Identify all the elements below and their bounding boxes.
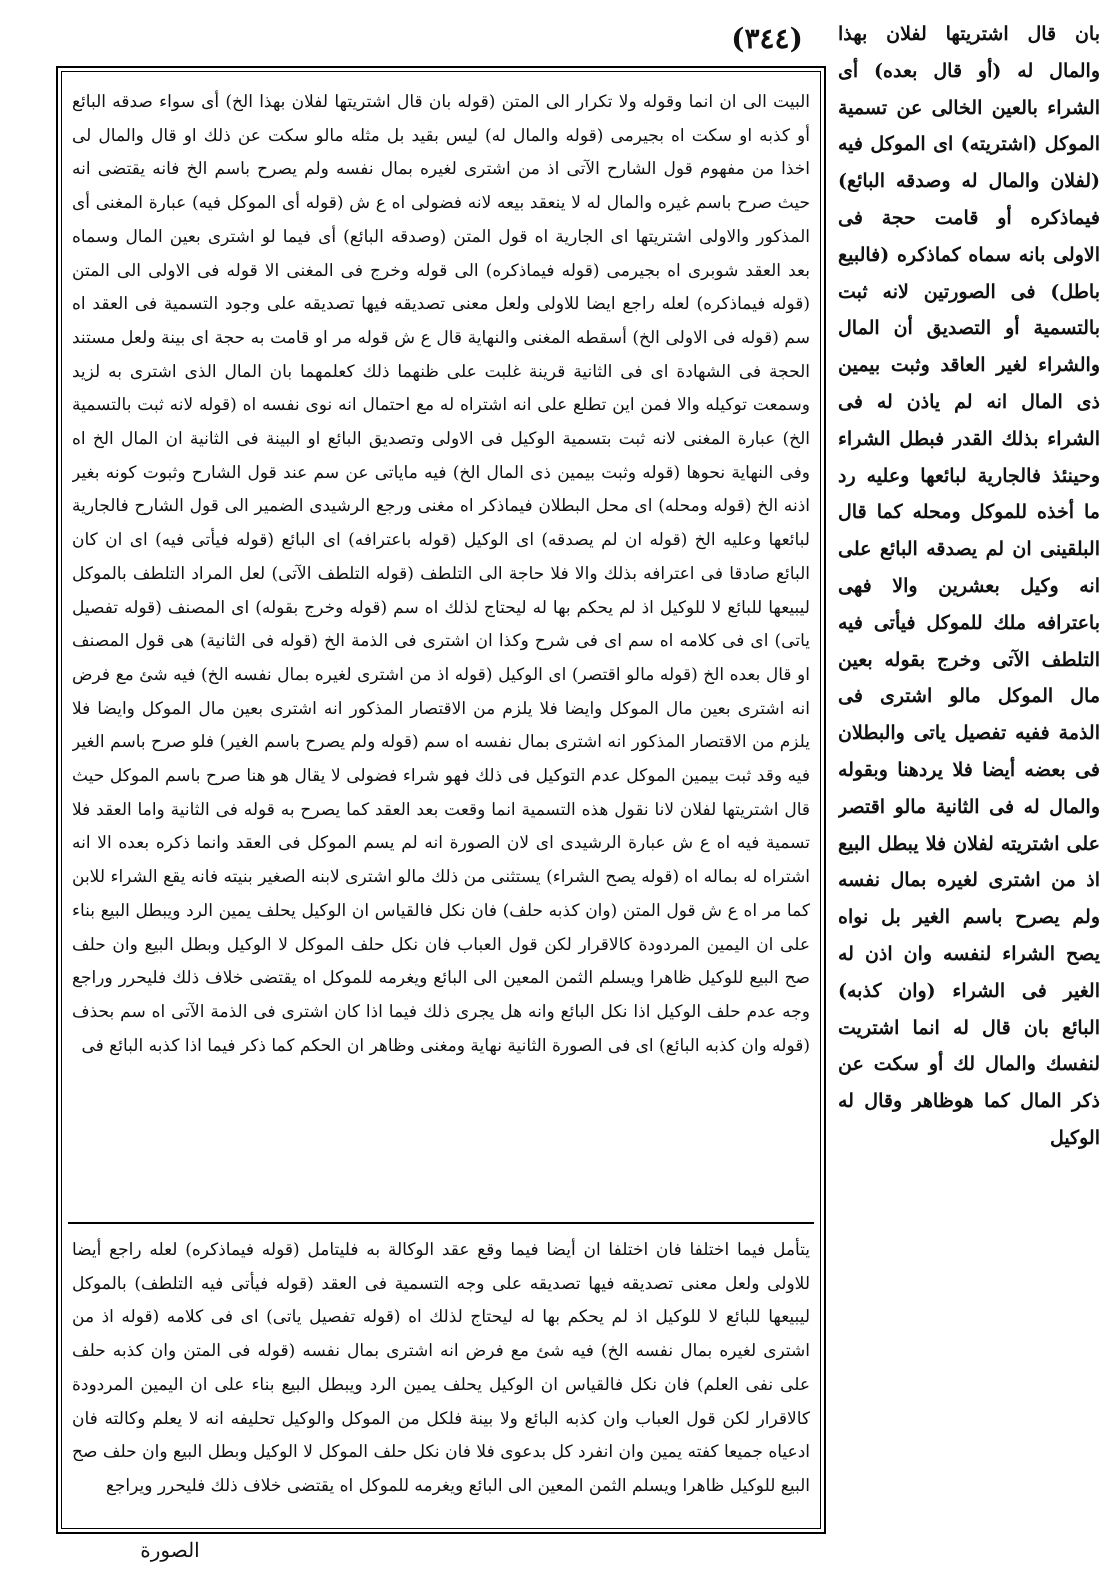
section-divider [68,1222,814,1224]
page-number: (٣٤٤) [731,22,803,55]
matn-column [838,16,1100,1561]
upper-commentary-text: البيت الى ان انما وقوله ولا تكرار الى المتن (قوله بان قال اشتريتها لفلان بهذا الخ) أى سواء صدقه البائع أو كذبه او سكت اه بجيرمى (قوله والمال له) ليس بقيد بل مثله مالو سكت عن ذلك او قال والمال لى اخذا من مفهوم قول الشارح الآتى اذ من اشترى لغيره بمال نفسه ولم يصرح باسم الخ فانه يقتضى انه حيث صرح باسم غيره والمال له لا ينعقد بيعه لانه فضولى اه ع ش (قوله أى الموكل فيه) عبارة المغنى أى المذكور والاولى اشتريتها اى الجارية اه قول المتن (وصدقه البائع) أى فيما لو اشترى بعين المال وسماه بعد العقد شوبرى اه بجيرمى (قوله فيماذكره) الى قوله وخرج فى المغنى الا قوله فى الاولى الى المتن (قوله فيماذكره) لعله راجع ايضا للاولى ولعل معنى تصديقه فيها تصديقه على وجود التسمية فى العقد اه سم (قوله فى الاولى الخ) أسقطه المغنى والنهاية قال ع ش قوله مر او قامت به حجة اى بينة ولعل مستند الحجة فى الشهادة اى فى الثانية قرينة غلبت على ظنهما ذلك كعلمهما بان المال الذى اشترى به لزيد وسمعت توكيله والا فمن اين تطلع على انه اشتراه له مع احتمال انه نوى نفسه اه (قوله لانه ثبت بالتسمية الخ) عبارة المغنى لانه ثبت بتسمية الوكيل فى الاولى وتصديق البائع او البينة فى الثانية ان المال الخ اه وفى النهاية نحوها (قوله وثبت بيمين ذى المال الخ) فيه ماياتى عن سم عند قول الشارح وثبوت كونه بغير اذنه الخ (قوله ومحله) اى محل البطلان فيماذكر اه مغنى ورجع الرشيدى الضمير الى قول الشارح فالجارية لبائعها وعليه الخ (قوله ان لم يصدقه) اى الوكيل (قوله باعترافه) اى البائع (قوله فيأتى فيه) اى ان كان البائع صادقا فى اعترافه بذلك والا فلا حاجة الى التلطف (قوله التلطف الآتى) لعل المراد التلطف بالموكل ليبيعها للبائع لا للوكيل اذ لم يحكم بها له ليحتاج لذلك اه سم (قوله وخرج بقوله) اى المصنف (قوله تفصيل ياتى) اى فى كلامه اه سم اى فى شرح وكذا ان اشترى فى الذمة الخ (قوله فى الثانية) هى قول المصنف او قال بعده الخ (قوله مالو اقتصر) اى الوكيل (قوله اذ من اشترى لغيره بمال نفسه الخ) فيه شئ مع فرض انه اشترى بعين مال الموكل وايضا فلا يلزم من الاقتصار المذكور انه اشترى بعين مال الموكل وايضا فلا يلزم من الاقتصار المذكور انه اشترى بمال نفسه اه سم (قوله ولم يصرح باسم الغير) فلو صرح باسم الغير فيه وقد ثبت بيمين الموكل عدم التوكيل فى ذلك فهو شراء فضولى لا يقال هو هنا صرح باسم الموكل حيث قال اشتريتها لفلان لانا نقول هذه التسمية انما وقعت بعد العقد كما يصرح به قوله فى الثانية واما العقد فلا تسمية فيه اه ع ش عبارة الرشيدى اى لان الصورة انه لم يسم الموكل فى العقد وانما ذكره بعده الا انه اشتراه له بماله اه (قوله يصح الشراء) يستثنى من ذلك مالو اشترى لابنه الصغير بنيته فانه يقع الشراء للابن كما مر اه ع ش قول المتن (وان كذبه حلف) فان نكل فالقياس ان الوكيل يحلف يمين الرد ويبطل البيع بناء على ان اليمين المردودة كالاقرار لكن قول العباب فان نكل حلف الموكل لا الوكيل وبطل البيع وان حلف صح البيع للوكيل ظاهرا ويسلم الثمن المعين الى البائع ويغرمه للموكل اه يقتضى خلاف ذلك فليحرر وراجع وجه عدم حلف الوكيل اذا نكل البائع وانه هل يجرى ذلك فيما اذا كان اشترى فى الذمة الآتى اه سم بحذف (قوله وان كذبه البائع) اى فى الصورة الثانية نهاية ومغنى وظاهر ان الحكم كما ذكر فيما اذا كذبه البائع فى [72,92,810,1056]
commentary-frame [56,66,826,1534]
matn-text: بان قال اشتريتها لفلان بهذا والمال له (أو قال بعده) أى الشراء بالعين الخالى عن تسمية الموكل (اشتريته) اى الموكل فيه (لفلان والمال له وصدقه البائع) فيماذكره أو قامت حجة فى الاولى بانه سماه كماذكره (فالبيع باطل) فى الصورتين لانه ثبت بالتسمية أو التصديق أن المال والشراء لغير العاقد وثبت بيمين ذى المال انه لم ياذن له فى الشراء بذلك القدر فبطل الشراء وحينئذ فالجارية لبائعها وعليه رد ما أخذه للموكل ومحله كما قال البلقينى ان لم يصدقه البائع على انه وكيل بعشرين والا فهى باعترافه ملك للموكل فيأتى فيه التلطف الآتى وخرج بقوله بعين مال الموكل مالو اشترى فى الذمة ففيه تفصيل ياتى والبطلان فى بعضه أيضا فلا يردهنا وبقوله والمال له فى الثانية مالو اقتصر على اشتريته لفلان فلا يبطل البيع اذ من اشترى لغيره بمال نفسه ولم يصرح باسم الغير بل نواه يصح الشراء لنفسه وان اذن له الغير فى الشراء (وان كذبه) البائع بان قال له انما اشتريت لنفسك والمال لك أو سكت عن ذكر المال كما هوظاهر وقال له الوكيل [838,23,1100,1149]
lower-commentary [72,1234,810,1526]
upper-commentary [72,86,810,1216]
lower-commentary-text: يتأمل فيما اختلفا فان اختلفا ان أيضا فيما وقع عقد الوكالة به فليتامل (قوله فيماذكره) لعله راجع أيضا للاولى ولعل معنى تصديقه فيها تصديقه على وجه التسمية فى العقد (قوله فيأتى فيه التلطف) بالموكل ليبيعها للبائع لا للوكيل اذ لم يحكم بها له ليحتاج لذلك اه (قوله تفصيل ياتى) اى فى كلامه (قوله اذ من اشترى لغيره بمال نفسه الخ) فيه شئ مع فرض انه اشترى بمال نفسه (قوله فى المتن وان كذبه حلف على نفى العلم) فان نكل فالقياس ان الوكيل يحلف يمين الرد ويبطل البيع بناء على ان اليمين المردودة كالاقرار لكن قول العباب وان كذبه البائع ولا بينة فلكل من الموكل والوكيل تحليفه انه لا يعلم وكالته فان ادعياه جميعا كفته يمين وان انفرد كل بدعوى فلا فان نكل حلف الموكل لا الوكيل وبطل البيع وان حلف صح البيع للوكيل ظاهرا ويسلم الثمن المعين الى البائع ويغرمه للموكل اه يقتضى خلاف ذلك فليحرر ويراجع [72,1240,810,1496]
catchword: الصورة [140,1538,200,1562]
